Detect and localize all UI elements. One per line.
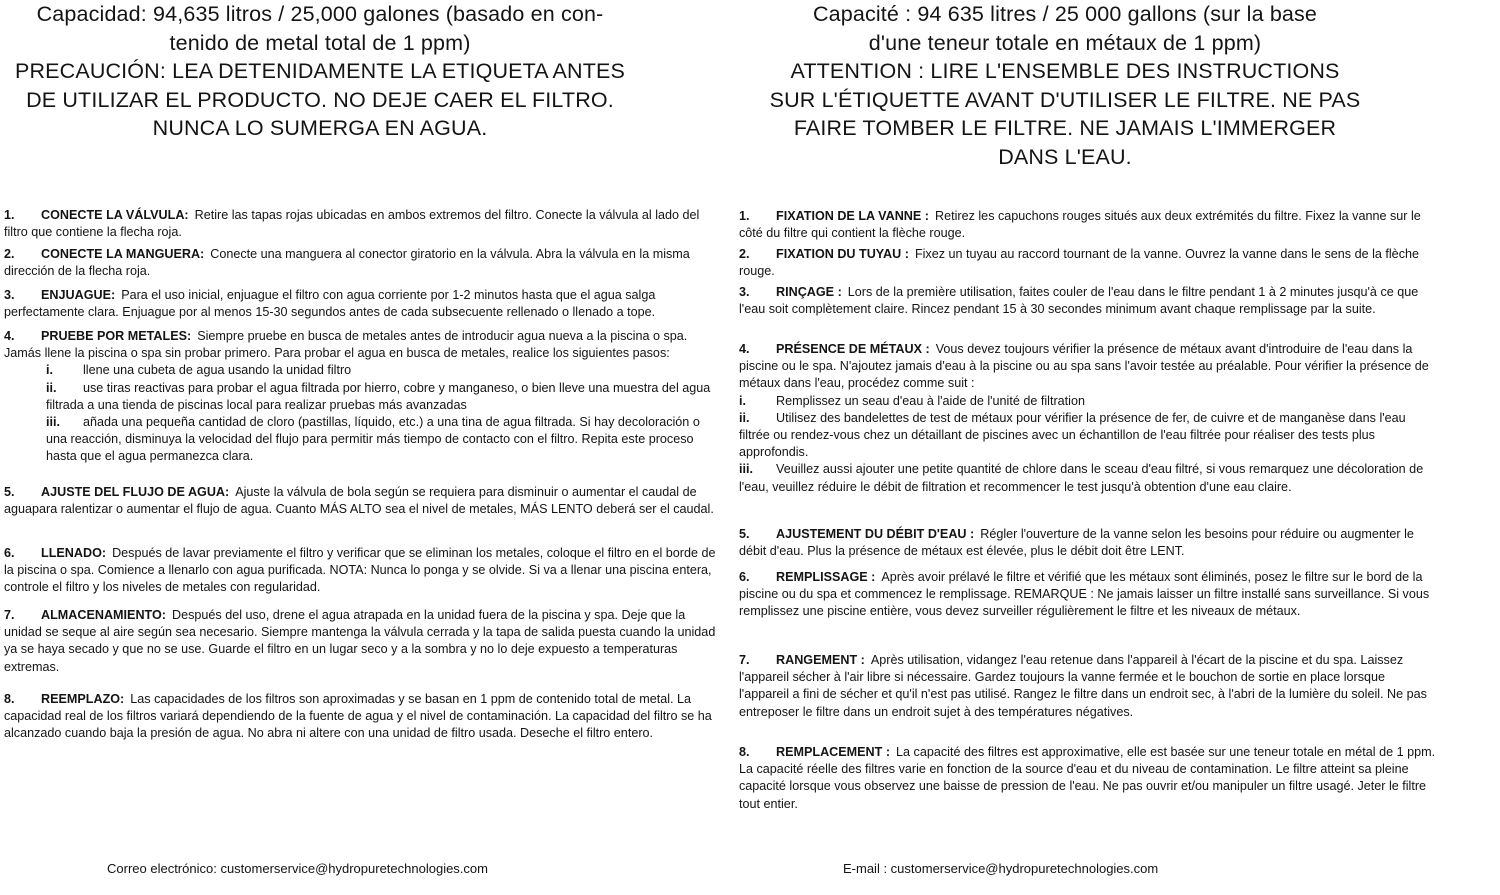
es-step-5	[4, 484, 716, 518]
step-title: CONECTE LA MANGUERA:	[41, 247, 205, 261]
step-title: FIXATION DE LA VANNE :	[776, 209, 929, 223]
step-title: RINÇAGE :	[776, 285, 842, 299]
step-title: FIXATION DU TUYAU :	[776, 247, 909, 261]
substep-number: ii.	[739, 410, 750, 425]
fr-step-4	[739, 341, 1437, 496]
step-title: PRÉSENCE DE MÉTAUX :	[776, 342, 930, 356]
step-text: Después del uso, drene el agua atrapada en la unidad fuera de la piscina y spa. Deje que la unidad se seque al aire según sea necesario. Siempre mantenga la válvula cerrada y la tapa de salida puesta cuando la unidad ya se haya secado y que no se use. Guarde el filtro en un lugar seco y a la sombra y no lo deje expuesto a temperaturas extremas.	[4, 608, 716, 674]
step-title: REEMPLAZO:	[41, 692, 125, 706]
fr-footer-email: E-mail : customerservice@hydropuretechnologies.com	[843, 861, 1159, 876]
es-step-6	[4, 545, 716, 597]
substep-text: use tiras reactivas para probar el agua filtrada por hierro, cobre y manganeso, o bien lleve una muestra del agua filtrada a una tienda de piscinas local para realizar pruebas más avanzadas	[46, 380, 711, 412]
step-title: REMPLACEMENT :	[776, 745, 891, 759]
step-text: Vous devez toujours vérifier la présence de métaux avant d'introduire de l'eau dans la piscine ou le spa. N'ajoutez jamais d'eau à la piscine ou au spa sans l'avoir testée au préalable. Pour vérifier la présence de métaux dans l'eau, procédez comme suit :	[739, 342, 1429, 391]
step-number: 4.	[739, 342, 750, 356]
step-title: REMPLISSAGE :	[776, 570, 876, 584]
substep-number: i.	[46, 363, 53, 378]
step-number: 6.	[739, 570, 750, 584]
step-text: Retirez les capuchons rouges situés aux deux extrémités du filtre. Fixez la vanne sur le côté du filtre qui contient la flèche rouge.	[739, 209, 1421, 241]
substep-text: llene una cubeta de agua usando la unidad filtro	[83, 363, 352, 378]
fr-step-7	[739, 652, 1437, 721]
es-step-2	[4, 246, 716, 280]
es-step-1	[4, 207, 716, 241]
step-number: 3.	[4, 288, 15, 302]
step-number: 5.	[739, 527, 750, 541]
step-number: 7.	[739, 653, 750, 667]
es-substep-i	[4, 362, 716, 379]
step-number: 3.	[739, 285, 750, 299]
step-text: Après avoir prélavé le filtre et vérifié que les métaux sont éliminés, posez le filtre sur le bord de la piscine ou du spa et commencez le remplissage. REMARQUE : Ne jamais laisser un filtre installé sans surveillance. Si vous remplissez une piscine entière, vous devez surveiller régulièrement le filtre et les niveaux de métaux.	[739, 570, 1430, 619]
es-step-4	[4, 328, 716, 466]
step-text: Conecte una manguera al conector giratorio en la válvula. Abra la válvula en la misma dirección de la flecha roja.	[4, 247, 690, 279]
fr-substep-i	[739, 393, 1437, 410]
step-number: 5.	[4, 485, 15, 499]
step-title: ENJUAGUE:	[41, 288, 116, 302]
step-number: 1.	[4, 208, 15, 222]
step-title: AJUSTE DEL FLUJO DE AGUA:	[41, 485, 230, 499]
substep-number: ii.	[46, 380, 57, 395]
spanish-column	[0, 0, 720, 876]
step-text: Après utilisation, vidangez l'eau retenue dans l'appareil à l'écart de la piscine et du spa. Laissez l'appareil sécher à l'air libre si nécessaire. Gardez toujours la vanne fermée et le bouchon de sortie en place lorsque l'appareil a fini de sécher et qu'il n'est pas utilisé. Rangez le filtre dans un endroit sec, à l'abri de la lumière du soleil. Ne pas entreposer le filtre dans un endroit sujet à des températures négatives.	[739, 653, 1427, 719]
step-number: 2.	[739, 247, 750, 261]
step-text: Fixez un tuyau au raccord tournant de la vanne. Ouvrez la vanne dans le sens de la flèche rouge.	[739, 247, 1419, 279]
step-text: Para el uso inicial, enjuague el filtro con agua corriente por 1-2 minutos hasta que el agua salga perfectamente clara. Enjuague por al menos 15-30 segundos antes de cada subsecuente rellenado o llenado a tope.	[4, 288, 656, 320]
step-title: ALMACENAMIENTO:	[41, 608, 166, 622]
step-text: La capacité des filtres est approximative, elle est basée sur une teneur totale en métal de 1 ppm. La capacité réelle des filtres varie en fonction de la source d'eau et du niveau de contamination. Le filtre atteint sa pleine capacité lorsque vous observez une baisse de pression de l'eau. Ne pas ouvrir et/ou manipuler un filtre usagé. Jeter le filtre tout entier.	[739, 745, 1436, 811]
substep-number: iii.	[46, 415, 60, 430]
es-step-3	[4, 287, 716, 321]
step-text: Siempre pruebe en busca de metales antes de introducir agua nueva a la piscina o spa. Jamás llene la piscina o spa sin probar primero. Para probar el agua en busca de metales, realice los siguientes pasos:	[4, 329, 688, 361]
step-text: Retire las tapas rojas ubicadas en ambos extremos del filtro. Conecte la válvula al lado del filtro que contiene la flecha roja.	[4, 208, 700, 240]
es-header: Capacidad: 94,635 litros / 25,000 galones (basado en con- tenido de metal total de 1 ppm) PRECAUCIÓN: LEA DETENIDAMENTE LA ETIQUETA ANTES DE UTILIZAR EL PRODUCTO. NO DEJE CAER EL FILTRO. NUNCA LO SUMERGA EN AGUA.	[15, 2, 625, 141]
french-column	[735, 0, 1495, 876]
step-text: Después de lavar previamente el filtro y verificar que se eliminan los metales, coloque el filtro en el borde de la piscina o spa. Comience a llenarlo con agua purificada. NOTA: Nunca lo ponga y se olvide. Si va a llenar una piscina entera, controle el filtro y los niveles de metales con regularidad.	[4, 546, 716, 595]
fr-header: Capacité : 94 635 litres / 25 000 gallons (sur la base d'une teneur totale en métaux de 1 ppm) ATTENTION : LIRE L'ENSEMBLE DES INSTRUCTIONS SUR L'ÉTIQUETTE AVANT D'UTILISER LE FILTRE. NE PAS FAIRE TOMBER LE FILTRE. NE JAMAIS L'IMMERGER DANS L'EAU.	[769, 2, 1361, 169]
step-text: Régler l'ouverture de la vanne selon les besoins pour réduire ou augmenter le débit d'eau. Plus la présence de métaux est élevée, plus le débit doit être LENT.	[739, 527, 1414, 559]
fr-step-6	[739, 569, 1437, 621]
es-footer-email: Correo electrónico: customerservice@hydropuretechnologies.com	[107, 861, 488, 876]
step-title: AJUSTEMENT DU DÉBIT D'EAU :	[776, 527, 975, 541]
step-number: 6.	[4, 546, 15, 560]
step-number: 8.	[739, 745, 750, 759]
fr-substep-ii	[739, 410, 1437, 462]
substep-text: Utilisez des bandelettes de test de métaux pour vérifier la présence de fer, de cuivre et de manganèse dans l'eau filtrée ou rendez-vous chez un détaillant de piscines avec un échantillon de l'eau filtrée pour réaliser des tests plus approfondis.	[739, 410, 1406, 460]
step-title: CONECTE LA VÁLVULA:	[41, 208, 189, 222]
step-number: 4.	[4, 329, 15, 343]
step-text: Las capacidades de los filtros son aproximadas y se basan en 1 ppm de contenido total de metal. La capacidad real de los filtros variará dependiendo de la fuente de agua y el nivel de contaminación. La capacidad del filtro se ha alcanzado cuando baja la presión de agua. No abra ni altere con una unidad de filtro usada. Deseche el filtro entero.	[4, 692, 712, 741]
step-number: 8.	[4, 692, 15, 706]
substep-text: Remplissez un seau d'eau à l'aide de l'unité de filtration	[776, 393, 1085, 408]
step-title: LLENADO:	[41, 546, 107, 560]
fr-step-1	[739, 208, 1437, 242]
step-title: RANGEMENT :	[776, 653, 865, 667]
substep-text: Veuillez aussi ajouter une petite quantité de chlore dans le sceau d'eau filtré, si vous remarquez une décoloration de l'eau, veuillez réduire le débit de filtration et recommencer le test jusqu'à obtention d'une eau claire.	[739, 462, 1424, 494]
step-title: PRUEBE POR METALES:	[41, 329, 192, 343]
step-number: 1.	[739, 209, 750, 223]
substep-number: iii.	[739, 462, 753, 477]
es-step-7	[4, 607, 716, 676]
step-number: 7.	[4, 608, 15, 622]
fr-substep-iii	[739, 461, 1437, 495]
substep-text: añada una pequeña cantidad de cloro (pastillas, líquido, etc.) a una tina de agua filtrada. Si hay decoloración o una reacción, disminuya la velocidad del flujo para permitir más tiempo de contacto con el filtro. Repita este proceso hasta que el agua permanezca clara.	[46, 415, 700, 464]
substep-number: i.	[739, 393, 746, 408]
step-number: 2.	[4, 247, 15, 261]
fr-step-2	[739, 246, 1437, 280]
es-substep-ii	[4, 380, 716, 414]
es-substep-iii	[4, 414, 716, 466]
es-step-8	[4, 691, 716, 743]
step-text: Ajuste la válvula de bola según se requiera para disminuir o aumentar el caudal de aguapara ralentizar o aumentar el flujo de agua. Cuanto MÁS ALTO sea el nivel de metales, MÁS LENTO deberá ser el caudal.	[4, 485, 714, 517]
fr-step-3	[739, 284, 1437, 318]
fr-step-5	[739, 526, 1437, 560]
step-text: Lors de la première utilisation, faites couler de l'eau dans le filtre pendant 1 à 2 minutes jusqu'à ce que l'eau soit complètement claire. Rincez pendant 15 à 30 secondes minimum avant chaque remplissage par la suite.	[739, 285, 1419, 317]
fr-step-8	[739, 744, 1437, 813]
